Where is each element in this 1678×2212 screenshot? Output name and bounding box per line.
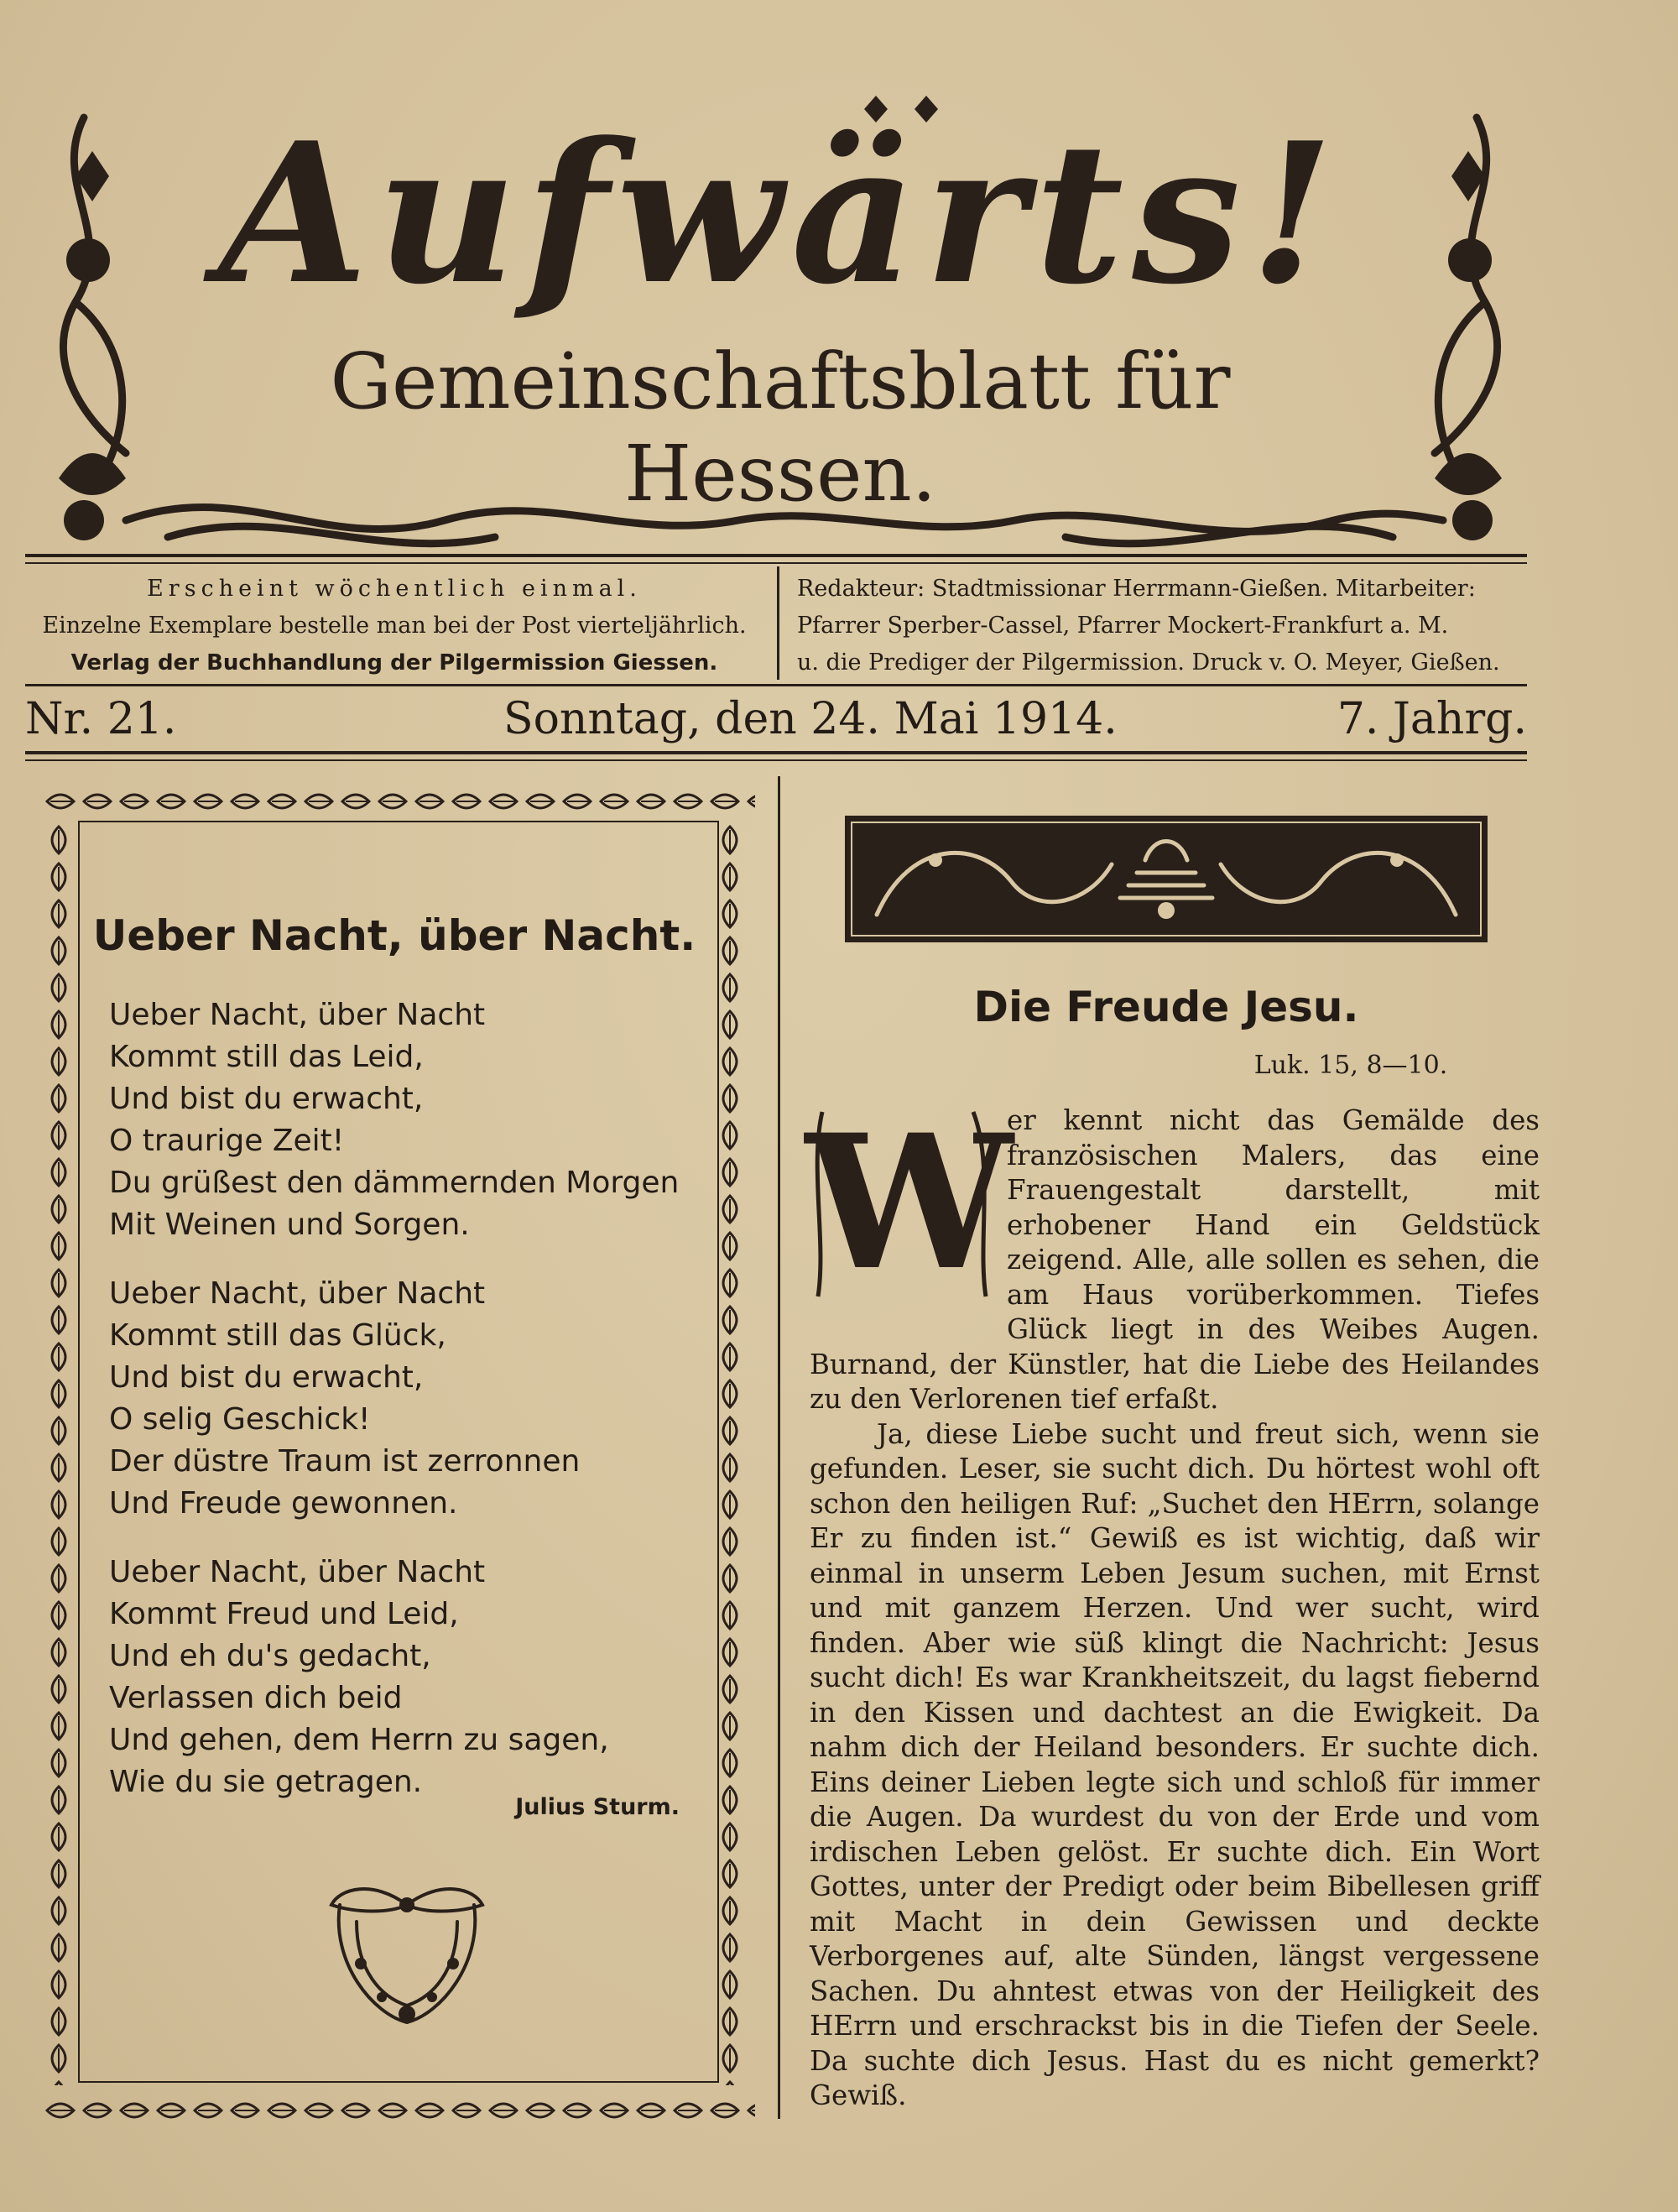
poem-line: Ueber Nacht, über Nacht (109, 998, 486, 1032)
poem-line: Verlassen dich beid (109, 1681, 403, 1715)
dropcap-letter: W (805, 1093, 1014, 1311)
printer-line: u. die Prediger der Pilgermission. Druck v. O. Meyer, Gießen. (797, 650, 1500, 676)
rule-issue-bottom-2 (25, 759, 1527, 761)
newspaper-title: Aufwärts! (218, 101, 1342, 327)
newspaper-subtitle: Gemeinschaftsblatt für Hessen. (330, 336, 1231, 519)
poem-line: Kommt still das Leid, (109, 1040, 424, 1074)
poem-line: Und bist du erwacht, (109, 1082, 424, 1116)
publication-frequency: Erscheint wöchentlich einmal. (147, 576, 642, 602)
contributors-line: Pfarrer Sperber-Cassel, Pfarrer Mockert-Frankfurt a. M. (797, 613, 1449, 639)
poem-text (109, 994, 722, 1830)
article-title: Die Freude Jesu. (973, 983, 1359, 1031)
poem-line: Und eh du's gedacht, (109, 1639, 431, 1673)
info-divider (777, 566, 779, 680)
poem-line: Der düstre Traum ist zerronnen (109, 1444, 581, 1479)
article-paragraph: er kennt nicht das Gemälde des französischen Malers, das eine Frauengestalt darstellt, mit erhobener Hand ein Geldstück zeigend. Alle, alle sollen es sehen, die am Haus vorüberkommen. Tiefes Glück liegt in des Weibes Augen. Burnand, der Künstler, hat die Liebe des Heilandes zu den Verlorenen tief erfaßt. (810, 1104, 1540, 1415)
editor-line: Redakteur: Stadtmissionar Herrmann-Gießen. Mitarbeiter: (797, 576, 1476, 602)
poem-line: Wie du sie getragen. (109, 1765, 423, 1799)
poem-stanza (109, 994, 722, 1246)
poem-line: Ueber Nacht, über Nacht (109, 1555, 486, 1589)
article-paragraph: Ja, diese Liebe sucht und freut sich, wenn sie gefunden. Leser, sie sucht dich. Du hörtest wohl oft schon den heiligen Ruf: „Suchet den HErrn, solange Er zu finden ist.“ Gewiß es ist wichtig, daß wir einmal in unserm Leben Jesum suchen, mit Ernst und mit ganzem Herzen. Und wer sucht, wird finden. Aber wie süß klingt die Nachricht: Jesus sucht dich! Es war Krankheitszeit, du lagst fiebernd in den Kissen und dachtest an die Ewigkeit. Da nahm dich der Heiland besonders. Er suchte dich. Eins deiner Lieben legte sich und schloß für immer die Augen. Da wurdest du von der Erde und vom irdischen Leben gelöst. Er suchte dich. Ein Wort Gottes, unter der Predigt oder beim Bibellesen griff mit Macht in dein Gewissen und deckte Verborgenes auf, alte Sünden, längst vergessene Sachen. Du ahntest etwas von der Heiligkeit des HErrn und erschrackst bis in die Tiefen der Seele. Da suchte dich Jesus. Hast du es nicht gemerkt? Gewiß. (810, 1417, 1540, 2111)
poem-author: Julius Sturm. (515, 1794, 680, 1820)
scripture-reference: Luk. 15, 8—10. (1253, 1051, 1448, 1080)
poem-stanza (109, 1552, 722, 1803)
dropcap-spacer (810, 1103, 1007, 1313)
wreath-bow-icon (323, 1871, 491, 2039)
poem-stanza (109, 1273, 722, 1525)
issue-year: 7. Jahrg. (1337, 694, 1527, 744)
issue-number: Nr. 21. (25, 694, 177, 744)
issue-line (25, 690, 1527, 749)
poem-line: O selig Geschick! (109, 1402, 371, 1437)
poem-line: Mit Weinen und Sorgen. (109, 1208, 470, 1242)
poem-line: Kommt still das Glück, (109, 1318, 446, 1353)
masthead (25, 84, 1531, 554)
poem-line: Du grüßest den dämmernden Morgen (109, 1166, 680, 1200)
rule-issue-bottom-1 (25, 751, 1527, 754)
column-divider (778, 776, 780, 2119)
article-body (810, 1103, 1540, 2119)
publisher: Verlag der Buchhandlung der Pilgermission Giessen. (70, 650, 718, 676)
poem-line: Und gehen, dem Herrn zu sagen, (109, 1723, 609, 1757)
poem-line: Kommt Freud und Leid, (109, 1597, 459, 1631)
publication-info (25, 571, 763, 681)
poem-line: O traurige Zeit! (109, 1124, 345, 1158)
subscription-note: Einzelne Exemplare bestelle man bei der Post vierteljährlich. (42, 613, 747, 639)
poem-title: Ueber Nacht, über Nacht. (92, 911, 696, 960)
ornamental-vignette-icon (843, 814, 1489, 944)
issue-date: Sonntag, den 24. Mai 1914. (503, 694, 1118, 744)
poem-line: Ueber Nacht, über Nacht (109, 1276, 486, 1311)
rule-top-double-2 (25, 562, 1527, 564)
poem-line: Und Freude gewonnen. (109, 1486, 458, 1521)
rule-issue-top (25, 684, 1527, 686)
editorial-info (797, 571, 1535, 681)
rule-top-double-1 (25, 554, 1527, 557)
poem-line: Und bist du erwacht, (109, 1360, 424, 1395)
